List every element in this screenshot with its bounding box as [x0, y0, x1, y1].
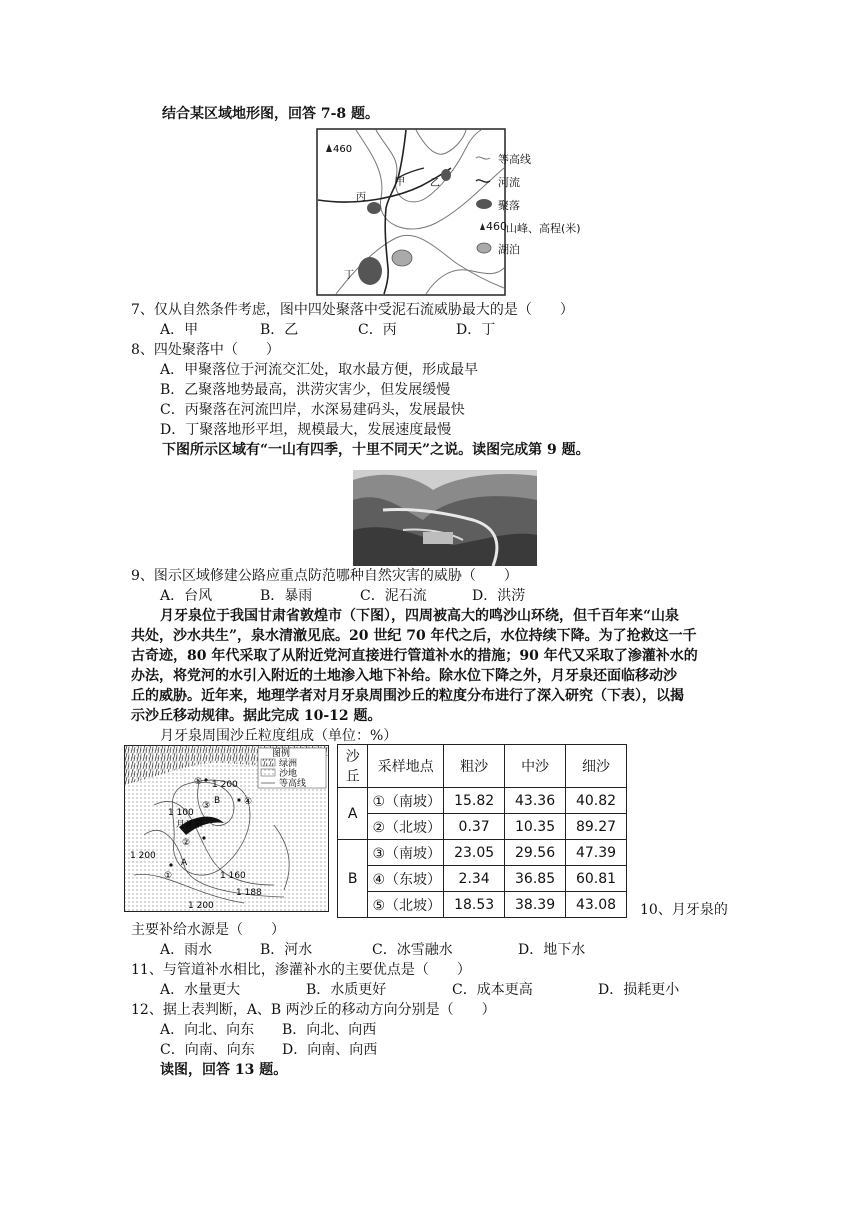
- contour-label-1: 1 200: [212, 780, 238, 790]
- cell-medium: 10.35: [505, 814, 566, 840]
- q10-option-c: C．冰雪融水: [372, 942, 453, 958]
- q10-stem-b: 主要补给水源是（ ）: [131, 922, 285, 938]
- q8-option-d: D．丁聚落地形平坦，规模最大，发展速度最慢: [160, 422, 452, 438]
- legend-peak: 山峰、高程(米): [506, 222, 581, 235]
- passage-line-1: 月牙泉位于我国甘肃省敦煌市（下图），四周被高大的鸣沙山环绕，但千百年来“山泉: [160, 608, 680, 624]
- th-site: 采样地点: [368, 745, 444, 788]
- cell-fine: 43.08: [566, 892, 627, 918]
- cell-coarse: 0.37: [444, 814, 505, 840]
- cell-coarse: 18.53: [444, 892, 505, 918]
- label-bing: 丙: [356, 192, 366, 203]
- q11-options: [160, 980, 679, 1000]
- point-2: ②: [182, 838, 191, 848]
- q10-options: [160, 940, 585, 960]
- point-5: ⑤: [194, 777, 203, 787]
- q7-stem: 7、仅从自然条件考虑，图中四处聚落中受泥石流威胁最大的是（ ）: [131, 302, 574, 318]
- passage-line-3: 古奇迹，80 年代采取了从附近党河直接进行管道补水的措施；90 年代又采取了渗灌补水的: [131, 648, 698, 664]
- cell-site: ②（北坡）: [368, 814, 444, 840]
- intro-7-8: 结合某区域地形图，回答 7-8 题。: [162, 106, 380, 122]
- cell-medium: 29.56: [505, 840, 566, 866]
- q12-option-a: A．向北、向东: [160, 1022, 255, 1038]
- cell-medium: 43.36: [505, 788, 566, 814]
- cell-site: ⑤（北坡）: [368, 892, 444, 918]
- intro-13: 读图，回答 13 题。: [160, 1062, 288, 1078]
- point-1: ①: [164, 871, 173, 881]
- q9-stem: 9、图示区域修建公路应重点防范哪种自然灾害的威胁（ ）: [131, 568, 518, 584]
- settlement-bing: [367, 202, 381, 214]
- q11-option-b: B．水质更好: [306, 982, 387, 998]
- legend-lake: 湖泊: [498, 243, 520, 256]
- th-fine: 细沙: [566, 745, 627, 788]
- q7-option-b: B．乙: [260, 322, 299, 338]
- label-yi: 乙: [430, 178, 440, 189]
- cell-medium: 38.39: [505, 892, 566, 918]
- q8-option-c: C．丙聚落在河流凹岸，水深易建码头，发展最快: [160, 402, 465, 418]
- mountain-highway-photo: [353, 470, 537, 566]
- cell-coarse: 15.82: [444, 788, 505, 814]
- q11-option-d: D．损耗更小: [598, 982, 680, 998]
- table-row: [338, 892, 627, 918]
- cell-coarse: 2.34: [444, 866, 505, 892]
- th-dune: 沙丘: [338, 745, 368, 788]
- q7-options: [160, 320, 495, 340]
- passage-line-6: 示沙丘移动规律。据此完成 10-12 题。: [131, 708, 382, 724]
- dune-a-label: A: [181, 858, 188, 868]
- cell-dune-a: A: [338, 788, 368, 840]
- cell-fine: 40.82: [566, 788, 627, 814]
- q12-options-row1: [160, 1020, 376, 1040]
- q9-options: [160, 586, 525, 606]
- q11-stem: 11、与管道补水相比，渗灌补水的主要优点是（ ）: [131, 962, 471, 978]
- passage-line-2: 共处，沙水共生”，泉水清澈见底。20 世纪 70 年代之后，水位持续下降。为了抢救这一千: [131, 628, 697, 644]
- q10-option-d: D．地下水: [518, 942, 586, 958]
- legend-river: 河流: [498, 176, 520, 189]
- q7-option-d: D．丁: [456, 322, 496, 338]
- contour-label-3: 1 200: [130, 851, 156, 861]
- q10-option-a: A．雨水: [160, 942, 213, 958]
- q8-option-a: A．甲聚落位于河流交汇处，取水最方便，形成最早: [160, 362, 479, 378]
- dune-b-label: B: [214, 796, 221, 806]
- table-row: [338, 866, 627, 892]
- label-ding: 丁: [344, 270, 354, 281]
- cell-fine: 89.27: [566, 814, 627, 840]
- map1-legend: [474, 150, 584, 260]
- contour-label-4: 1 160: [220, 871, 246, 881]
- q12-options-row2: [160, 1040, 377, 1060]
- intro-9: 下图所示区域有“一山有四季，十里不同天”之说。读图完成第 9 题。: [162, 442, 590, 458]
- table-caption: 月牙泉周围沙丘粒度组成（单位：%）: [160, 728, 398, 744]
- cell-site: ①（南坡）: [368, 788, 444, 814]
- q12-stem: 12、据上表判断，A、B 两沙丘的移动方向分别是（ ）: [131, 1002, 496, 1018]
- settlement-ding: [358, 257, 382, 285]
- q12-option-d: D．向南、向西: [282, 1042, 378, 1058]
- q12-option-b: B．向北、向西: [282, 1022, 377, 1038]
- q11-option-c: C．成本更高: [452, 982, 533, 998]
- cell-fine: 47.39: [566, 840, 627, 866]
- contour-label-2: 1 100: [168, 808, 194, 818]
- q7-option-c: C．丙: [358, 322, 397, 338]
- legend-sand: 沙地: [279, 769, 298, 779]
- th-coarse: 粗沙: [444, 745, 505, 788]
- cell-site: ④（东坡）: [368, 866, 444, 892]
- cell-medium: 36.85: [505, 866, 566, 892]
- q9-option-a: A．台风: [160, 588, 213, 604]
- legend-contour-line: 等高线: [279, 779, 307, 789]
- label-jia: 甲: [395, 177, 405, 188]
- q12-option-c: C．向南、向东: [160, 1042, 255, 1058]
- q8-option-b: B．乙聚落地势最高，洪涝灾害少，但发展缓慢: [160, 382, 451, 398]
- cell-fine: 60.81: [566, 866, 627, 892]
- q7-option-a: A．甲: [160, 322, 199, 338]
- passage-line-5: 丘的威胁。近年来，地理学者对月牙泉周围沙丘的粒度分布进行了深入研究（下表），以揭: [131, 688, 684, 704]
- th-medium: 中沙: [505, 745, 566, 788]
- peak-label: 460: [333, 144, 353, 155]
- cell-site: ③（南坡）: [368, 840, 444, 866]
- legend-settlement: 聚落: [498, 199, 520, 212]
- table-row: [338, 788, 627, 814]
- legend-oasis: 绿洲: [279, 759, 298, 769]
- settlement-yi: [441, 169, 451, 181]
- table-row: [338, 840, 627, 866]
- legend-peak-value: 460: [486, 220, 507, 233]
- q9-option-c: C．泥石流: [360, 588, 427, 604]
- cell-coarse: 23.05: [444, 840, 505, 866]
- crescent-spring-map: [124, 745, 329, 912]
- spring-label: 月牙泉: [176, 820, 204, 830]
- legend-contour: 等高线: [498, 153, 531, 166]
- q10-stem-a: 10、月牙泉的: [640, 902, 728, 918]
- q10-option-b: B．河水: [260, 942, 313, 958]
- map2-legend-title: 图例: [272, 749, 291, 759]
- passage-line-4: 办法，将党河的水引入附近的土地渗入地下补给。除水位下降之外，月牙泉还面临移动沙: [131, 668, 677, 684]
- q9-option-d: D．洪涝: [472, 588, 526, 604]
- cell-dune-b: B: [338, 840, 368, 918]
- point-4: ④: [244, 797, 253, 807]
- lake: [392, 250, 412, 266]
- table-row: [338, 814, 627, 840]
- q11-option-a: A．水量更大: [160, 982, 241, 998]
- q8-stem: 8、四处聚落中（ ）: [131, 342, 280, 358]
- contour-label-5: 1 188: [236, 888, 262, 898]
- q9-option-b: B．暴雨: [260, 588, 313, 604]
- point-3: ③: [202, 801, 211, 811]
- grain-size-table: [337, 744, 627, 918]
- contour-label-6: 1 200: [188, 901, 214, 911]
